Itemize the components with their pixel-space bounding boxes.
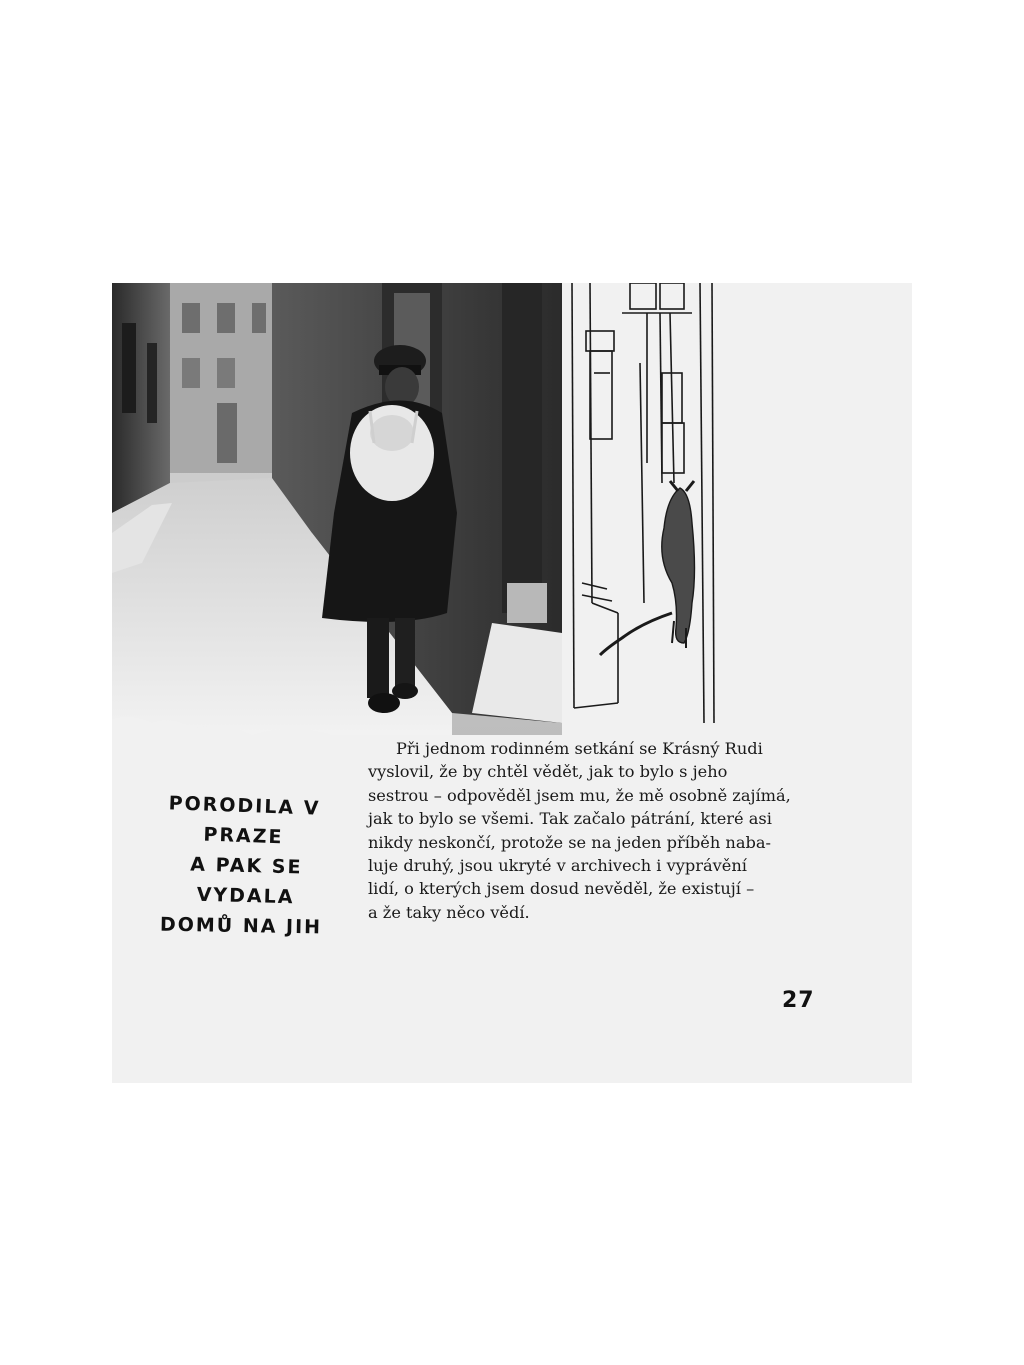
body-line: lidí, o kterých jsem dosud nevěděl, že existují – bbox=[368, 879, 755, 899]
body-line: sestrou – odpověděl jsem mu, že mě osobně zajímá, bbox=[368, 785, 791, 805]
body-line: a že taky něco vědí. bbox=[368, 902, 530, 922]
body-paragraph bbox=[368, 737, 838, 924]
body-line: Při jednom rodinném setkání se Krásný Rudi bbox=[396, 739, 763, 758]
caption-line-3: DOMŮ NA JIH bbox=[159, 913, 323, 939]
cat-figure bbox=[600, 481, 695, 655]
book-page bbox=[112, 283, 912, 1083]
body-line: vyslovil, že by chtěl vědět, jak to bylo s jeho bbox=[368, 762, 728, 782]
handwritten-caption bbox=[134, 791, 354, 941]
page-number: 27 bbox=[782, 988, 815, 1013]
body-line: jak to bylo se všemi. Tak začalo pátrání, které asi bbox=[368, 809, 772, 829]
caption-line-1: PORODILA V PRAZE bbox=[168, 792, 321, 849]
cat-illustration bbox=[552, 283, 782, 723]
body-line: nikdy neskončí, protože se na jeden příběh naba- bbox=[368, 832, 771, 852]
street-photograph bbox=[112, 283, 562, 735]
caption-line-2: A PAK SE VYDALA bbox=[190, 853, 303, 909]
body-line: luje druhý, jsou ukryté v archivech i vyprávění bbox=[368, 856, 747, 876]
